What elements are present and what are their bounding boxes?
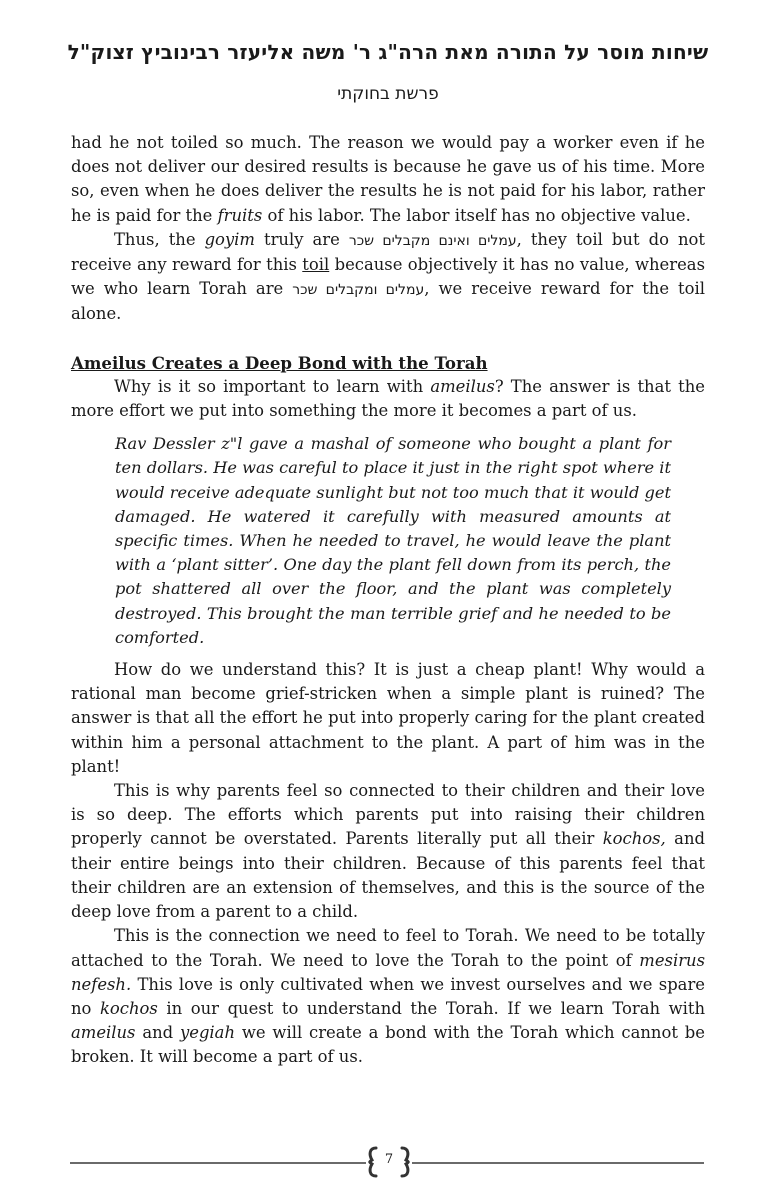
text-run: because objectively it has no value, whereas we who learn Torah are [71,255,705,299]
hebrew-phrase: עמלים ומקבלים שכר [292,282,425,299]
underlined-word: toil [302,255,330,275]
page-number-frame [366,1146,412,1178]
page-number: 7 [384,1152,394,1167]
emphasis: goyim [204,229,255,249]
emphasis: kochos, [602,829,666,849]
paragraph [71,779,705,924]
paragraph [71,228,705,327]
emphasis: fruits [217,205,263,225]
paragraph: How do we understand this? It is just a cheap plant! Why would a rational man become grief-stricken when a simple plant is ruined? The answer is that all the effort he put into properly caring for the plant created within him a personal attachment to the plant. A part of him was in the plant! [71,660,705,776]
emphasis: ameilus [430,376,495,396]
text-run: and their entire beings into their children. Because of this parents feel that their children are an extension of themselves, and this is the source of the deep love from a parent to a child. [71,829,706,922]
running-header-parsha: פרשת בחוקתי [337,84,439,104]
text-run: and [135,1023,180,1043]
hebrew-phrase: עמלים ואינם מקבלים שכר [348,232,517,249]
emphasis: kochos [100,998,158,1018]
text-run: of his labor. The labor itself has no objective value. [262,205,691,225]
paragraph [71,924,705,1069]
paragraph [71,131,705,228]
footer-rule-left [70,1162,366,1164]
text-run: This love is only cultivated when we invest ourselves and we spare no [71,974,705,1018]
text-run: This is why parents feel so connected to their children and their love is so deep. The efforts which parents put into raising their children properly cannot be overstated. Parents literally put all their [71,781,705,849]
emphasis: yegiah [179,1023,236,1043]
main-text [71,131,705,1070]
text-run: truly are [254,229,349,249]
text-run: , they toil but do not receive any reward for this [71,229,705,275]
text-run: had he not toiled so much. The reason we would pay a worker even if he does not deliver our desired results is because he gave us of his time. More so, even when he does deliver the results he is not paid for his labor, rather he is paid for the [71,133,705,225]
emphasis: ameilus [71,1023,136,1043]
footer-rule-right [412,1162,704,1164]
paragraph [71,375,705,423]
block-quote: Rav Dessler z"l gave a mashal of someone who bought a plant for ten dollars. He was careful to place it just in the right spot where it would receive adequate sunlight but not too much that it would get damaged. He watered it carefully with measured amounts at specific times. When he needed to travel, he would leave the plant with a ‘plant sitter’. One day the plant fell down from its perch, the pot shattered all over the floor, and the plant was completely destroyed. This brought the man terrible grief and he needed to be comforted. [115,434,671,647]
text-run: ? The answer is that the more effort we put into something the more it becomes a part of us. [71,376,705,421]
text-run: This is the connection we need to feel to Torah. We need to be totally attached to the Torah. We need to love the Torah to the point of [71,926,705,970]
text-run: in our quest to understand the Torah. If we learn Torah with [157,998,706,1018]
text-run: , we receive reward for the toil alone. [71,279,705,324]
text-run: Why is it so important to learn with [114,376,431,396]
text-run: Thus, the [114,229,205,249]
running-header-title: שיחות מוסר על התורה מאת הרה"ג ר' משה אליעזר רבינוביץ זצוק"ל [67,40,709,64]
emphasis: mesirus nefesh. [71,950,705,994]
section-heading: Ameilus Creates a Deep Bond with the Torah [71,352,488,373]
text-run: we will create a bond with the Torah which cannot be broken. It will become a part of us. [71,1023,705,1067]
